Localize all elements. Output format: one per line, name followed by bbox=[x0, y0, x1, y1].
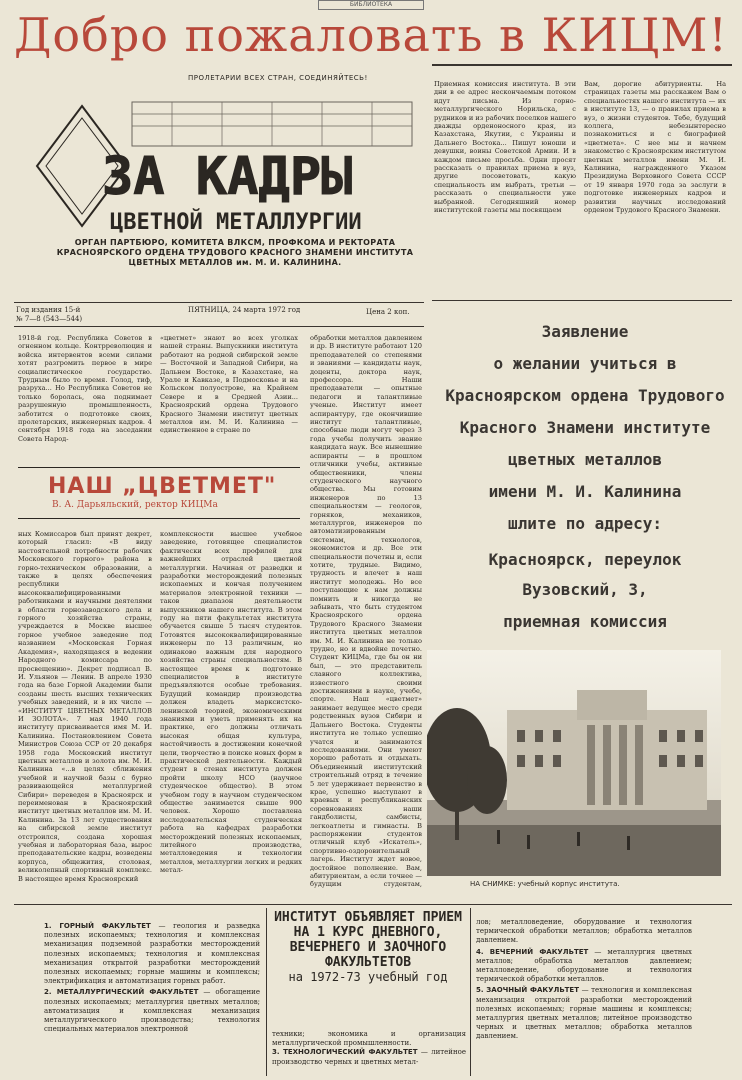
faculty-evening bbox=[476, 948, 692, 985]
faculty-technological bbox=[272, 1048, 466, 1066]
application-line-10: приемная комиссия bbox=[503, 612, 667, 631]
faculty-list-left bbox=[44, 922, 260, 1034]
issue-year-text: Год издания 15-й bbox=[16, 306, 81, 314]
faculty-mining bbox=[44, 922, 260, 986]
application-line-2: о желании учиться в bbox=[493, 354, 677, 373]
intro-bottom-rule bbox=[432, 300, 732, 301]
faculty-metallurgy bbox=[44, 988, 260, 1034]
announcement-line-1: ИНСТИТУТ ОБЪЯВЛЯЕТ ПРИЕМ bbox=[274, 910, 462, 925]
intro-column-1: Приемная комиссия института. В эти дни в ее адрес нескончаемым потоком идут письма. Из горно-металлургического Норильска, с рудников и из рабочих поселков нашего дважды орденоносного края, из Казахстана, Якутии, с Украины и Дальнего Востока... Пишут юноши и девушки, воины Советской Армии. И в каждом письме просьба. Одни просят рассказать о правилах приема в вуз, другие посоветовать, какую специальность им выбрать, третьи — рассказать о специальности уже выбранной. Сегодняшний номер институтской газеты мы посвящаем bbox=[434, 80, 576, 215]
article-lower-column-2: комплексности высшее учебное заведение, готовящее специалистов фактически всех профилей для важнейших отраслей цветной металлургии. Начиная от разведки и разработки месторождений полезных ископаемых и кончая получением материалов электронной техники — таков диапазон деятельности выпускников нашего института. В этом году на пяти факультетах института обучается свыше 5 тысяч студентов. Готовятся высококвалифицированные инженеры по 13 различным, но одинаково важным для народного хозяйства страны специальностям. В настоящее время к подготовке специалистов в институте предъявляются особые требования. Будущий командир производства должен владеть марксистско-ленинской теорией, экономическими знаниями и уметь применять их на практике, его должны отличать высокая общая культура, настойчивость в достижении конечной цели, творчество в поиске новых форм в практической деятельности. Каждый студент в стенах института должен пройти школу НСО (научное студенческое общество). В этом учебном году в научном студенческом обществе занимается свыше 900 человек. Хорошо поставлена исследовательская студенческая работа на кафедрах разработки месторождений полезных ископаемых, литейного производства, металловедения и технологии металлов, металлургии легких и редких метал- bbox=[160, 530, 302, 875]
article-title: НАШ „ЦВЕТМЕТ" bbox=[48, 474, 277, 499]
logo-subtitle: ЦВЕТНОЙ МЕТАЛЛУРГИИ bbox=[110, 210, 362, 235]
faculty-metallurgy-text: — обогащение полезных ископаемых; металлургия цветных металлов; автоматизация и комплексная механизация металлургического производства; технология специальных материалов электронной bbox=[44, 988, 260, 1034]
faculty-correspondence bbox=[476, 986, 692, 1041]
announcement-line-2: НА 1 КУРС ДНЕВНОГО, bbox=[293, 925, 443, 940]
faculty-technological-text: — литейное производство черных и цветных метал- bbox=[272, 1048, 466, 1066]
masthead-rule-top bbox=[14, 302, 424, 303]
footer-col-divider-1 bbox=[266, 908, 267, 1076]
article-upper-column-1: 1918-й год. Республика Советов в огненном кольце. Контрреволюция и войска интервентов всеми силами хотят разгромить первое в мире социалистическое государство. Трудным было то время. Голод, тиф, разруха... Но Республика Советов не только боролась, она поднимает разрушенную промышленность, заботится о подготовке своих, пролетарских, инженерных кадров. 4 сентября 1918 года на заседании Совета Народ- bbox=[18, 334, 152, 443]
faculty-evening-text: — металлургия цветных металлов; обработка металлов давлением; металловедение, оборудование и технология термической обработки металлов. bbox=[476, 947, 692, 984]
headline: Добро пожаловать в КИЦМ! bbox=[14, 8, 728, 62]
faculty-mining-title: 1. ГОРНЫЙ ФАКУЛЬТЕТ bbox=[44, 922, 151, 930]
issue-date: ПЯТНИЦА, 24 марта 1972 год bbox=[188, 306, 301, 314]
article-lower-column-1: ных Комиссаров был принят декрет, который гласил: «В виду настоятельной потребности рабочих Московского горного» района в горно-техническом образовании, а также в целях обеспечения республики высококвалифицированными работниками и научными деятелями в области горнозаводского дела и горного хозяйства страны, учреждается в Москве высшее горное учебное заведение под названием «Московская Горная Академия», находящаяся в ведении Народного комиссара по просвещению». Декрет подписал В. И. Ульянов — Ленин. В апреле 1930 года на базе Горной Академии были созданы шесть высших технических учебных заведений, и в их числе — «ИНСТИТУТ ЦВЕТНЫХ МЕТАЛЛОВ И ЗОЛОТА». 7 мая 1940 года институту присваивается имя М. И. Калинина. Постановлением Совета Министров Союза ССР от 20 декабря 1958 года Московский институт цветных металлов и золота им. М. И. Калинина «...в целях сближения учебной и научной базы с бурно развивающейся металлургией Сибири» переведен в Красноярск и переименован в Красноярский институт цветных металлов им. М. И. Калинина. За 13 лет существования на сибирской земле институт отстроился, создана хорошая учебная и лабораторная база, вырос преподавательские кадры, возведены корпуса, общежития, столовая, великолепный спортивный комплекс. В настоящее время Красноярский bbox=[18, 530, 152, 883]
faculty-technological-title: 3. ТЕХНОЛОГИЧЕСКИЙ ФАКУЛЬТЕТ bbox=[272, 1048, 418, 1057]
issue-number: № 7—8 (543—544) bbox=[16, 315, 83, 323]
faculty-correspondence-text: — технология и комплексная механизация открытой разработки месторождений полезных ископаемых; горные машины и комплексы; металлургия цветных металлов; литейное производство черных и цветных металлов; обработка металлов давлением. bbox=[476, 986, 692, 1041]
announcement-line-4: ФАКУЛЬТЕТОВ bbox=[324, 955, 412, 970]
application-line-8: Красноярск, переулок bbox=[488, 550, 682, 569]
article-upper-column-2: «цветмет» знают во всех уголках нашей страны. Выпускники института работают на родной сибирской земле — Восточной и Западной Сибири, на Дальнем Востоке, в Казахстане, на Урале и Кавказе, в Подмосковье и на Кольском полуострове, на Крайнем Севере и в Средней Азии... Красноярский ордена Трудового Красного Знамени институт цветных металлов им. М. И. Калинина — единственное в стране по bbox=[160, 334, 298, 435]
motto: ПРОЛЕТАРИИ ВСЕХ СТРАН, СОЕДИНЯЙТЕСЬ! bbox=[188, 74, 368, 82]
article-column-3: обработки металлов давлением и др. В институте работают 120 преподавателей со степенями и званиями — кандидаты наук, доценты, доктора наук, профессора. Наши преподаватели — опытные педагоги и талантливые ученые. Институт имеет аспирантуру, где окончившие институт талантливые, способные люди могут через 3 года учебы получить звание кандидата наук. Все нынешние аспиранты — в прошлом отличники учебы, активные общественники, члены студенческого научного общества. Мы готовим инженеров по 13 специальностям — геологов, горняков, механиков, металлургов, инженеров по автоматизированным системам, технологов, экономистов и др. Все эти специальности почетны и, если хотите, трудные. Видимо, трудность и влечет в наш институт молодежь. Но все поступающие к нам должны помнить и никогда не забывать, что быть студентом Красноярского ордена Трудового Красного Знамени института цветных металлов им. М. И. Калинина не только трудно, но и вдвойне почетно. Студент КИЦМа, где бы он ни был, — это представитель славного коллектива, известного своими достижениями в науке, учебе, спорте. Наш «цветмет» занимает ведущее место среди родственных вузов Сибири и Дальнего Востока. Студенты института не только успешно учатся и занимаются исследованиями. Они умеют хорошо работать и отдыхать. Объединенный институтский строительный отряд в течение 5 лет удерживает первенство в крае, успешно выступают в краевых и республиканских соревнованиях наши гандболисты, самбисты, легкоатлеты и гимнасты. В распоряжении студентов отличный клуб «Искатель», спортивно-оздоровительный лагерь. Институт ждет новое, достойное пополнение. Вам, абитуриентам, а если точнее — будущим студентам, bbox=[310, 334, 422, 889]
announcement-line-3: ВЕЧЕРНЕГО И ЗАОЧНОГО bbox=[289, 940, 447, 955]
library-stamp: БИБЛИОТЕКА bbox=[318, 0, 424, 10]
admission-announcement bbox=[270, 910, 466, 985]
building-photo bbox=[427, 650, 721, 876]
faculty-list-middle bbox=[272, 1030, 466, 1067]
faculty-list-right bbox=[476, 918, 692, 1042]
application-line-6: имени М. И. Калинина bbox=[488, 482, 682, 501]
faculty-metallurgy-title: 2. МЕТАЛЛУРГИЧЕСКИЙ ФАКУЛЬТЕТ bbox=[44, 988, 199, 997]
application-line-1: Заявление bbox=[541, 322, 629, 341]
announcement-line-5: на 1972-73 учебный год bbox=[288, 970, 448, 984]
article-title-box bbox=[18, 467, 300, 519]
application-line-4: Красного Знамени институте bbox=[459, 418, 711, 437]
application-line-7: шлите по адресу: bbox=[507, 514, 663, 533]
photo-caption: НА СНИМКЕ: учебный корпус института. bbox=[470, 880, 620, 888]
masthead-organ: ОРГАН ПАРТБЮРО, КОМИТЕТА ВЛКСМ, ПРОФКОМА И РЕКТОРАТА КРАСНОЯРСКОГО ОРДЕНА ТРУДОВОГО КРАСНОГО ЗНАМЕНИ ИНСТИТУТА ЦВЕТНЫХ МЕТАЛЛОВ им. М. И. КАЛИНИНА. bbox=[56, 238, 414, 267]
faculty-evening-title: 4. ВЕЧЕРНИЙ ФАКУЛЬТЕТ bbox=[476, 947, 589, 956]
faculty-technological-continued: лов; металловедение, оборудование и технология термической обработки металлов; обработка металлов давлением. bbox=[476, 918, 692, 945]
footer-col-divider-2 bbox=[470, 908, 471, 1076]
faculty-metallurgy-continued: техники; экономика и организация металлургической промышленности. bbox=[272, 1030, 466, 1048]
application-notice bbox=[432, 312, 738, 638]
issue-price: Цена 2 коп. bbox=[366, 308, 410, 316]
faculty-correspondence-title: 5. ЗАОЧНЫЙ ФАКУЛЬТЕТ bbox=[476, 986, 579, 995]
faculty-mining-text: — геология и разведка полезных ископаемых; технология и комплексная механизация подземной разработки месторождений полезных ископаемых; технология и комплексная механизация открытой разработки месторождений полезных ископаемых; горные машины и комплексы; электрификация и автоматизация горных работ. bbox=[44, 922, 261, 986]
footer-rule-top bbox=[14, 904, 732, 905]
header-divider bbox=[432, 64, 732, 66]
logo-title: ЗА КАДРЫ bbox=[102, 147, 353, 207]
newspaper-logo bbox=[22, 96, 422, 236]
issue-year bbox=[16, 306, 82, 324]
article-byline: В. А. Дарьяльский, ректор КИЦМа bbox=[52, 500, 218, 510]
masthead-rule-bottom bbox=[14, 326, 424, 327]
application-line-3: Красноярском ордена Трудового bbox=[445, 386, 725, 405]
intro-column-2: Вам, дорогие абитуриенты. На страницах газеты мы расскажем Вам о специальностях нашего института — их в институте 13, — о правилах приема в вуз, о жизни студентов. Тебе, будущий коллега, небезынтересно познакомиться и с биографией «цветмета». С нее мы и начнем знакомство с Красноярским институтом цветных металлов имени М. И. Калинина, награжденного Указом Президиума Верховного Совета СССР от 19 января 1970 года за заслуги в подготовке инженерных кадров и развитии научных исследований орденом Трудового Красного Знамени. bbox=[584, 80, 726, 215]
application-line-9: Вузовский, 3, bbox=[522, 580, 648, 599]
application-line-5: цветных металлов bbox=[507, 450, 663, 469]
